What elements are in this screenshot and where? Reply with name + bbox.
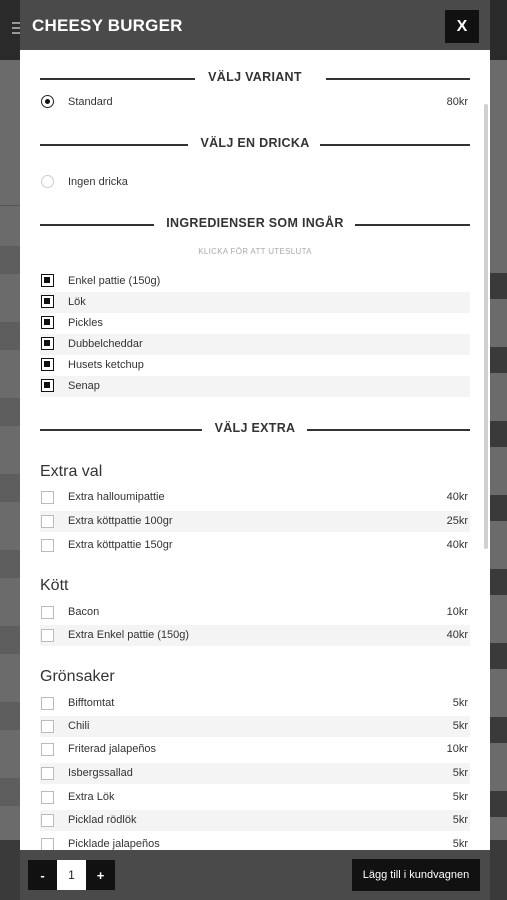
checkbox-checked-icon[interactable]	[41, 337, 54, 350]
background-strip	[0, 246, 20, 274]
extra-item[interactable]	[40, 487, 470, 508]
extra-label: Picklade jalapeños	[68, 838, 160, 850]
background-strip	[490, 643, 507, 669]
extra-item[interactable]	[40, 602, 470, 623]
checkbox-checked-icon[interactable]	[41, 295, 54, 308]
extra-price: 5kr	[452, 791, 468, 803]
product-modal	[20, 0, 490, 900]
extra-price: 5kr	[452, 767, 468, 779]
extra-item[interactable]	[40, 787, 470, 808]
extra-price: 40kr	[446, 629, 468, 641]
checkbox-checked-icon[interactable]	[41, 358, 54, 371]
quantity-decrease-button[interactable]: -	[28, 860, 57, 890]
background-strip	[490, 717, 507, 743]
section-heading-variant	[40, 70, 470, 86]
add-to-cart-button[interactable]: Lägg till i kundvagnen	[352, 859, 480, 891]
drink-label: Ingen dricka	[68, 176, 128, 188]
background-strip	[0, 322, 20, 350]
extra-item[interactable]	[40, 763, 470, 784]
extra-label: Extra köttpattie 150gr	[68, 539, 173, 551]
background-strip	[490, 421, 507, 447]
extra-item[interactable]	[40, 739, 470, 760]
extra-price: 5kr	[452, 720, 468, 732]
background-strip	[0, 778, 20, 806]
checkbox-checked-icon[interactable]	[41, 316, 54, 329]
background-strip	[0, 626, 20, 654]
extra-label: Extra köttpattie 100gr	[68, 515, 173, 527]
modal-scrollbar[interactable]	[484, 104, 488, 549]
extra-price: 10kr	[446, 743, 468, 755]
extra-item[interactable]	[40, 625, 470, 646]
extra-label: Chili	[68, 720, 90, 732]
extra-item[interactable]	[40, 834, 470, 850]
extra-label: Extra halloumipattie	[68, 491, 165, 503]
checkbox-empty-icon[interactable]	[41, 539, 54, 552]
background-strip	[490, 569, 507, 595]
section-heading-label: VÄLJ VARIANT	[208, 70, 302, 84]
extra-item[interactable]	[40, 716, 470, 737]
radio-unselected-icon[interactable]	[41, 175, 54, 188]
extra-price: 5kr	[452, 697, 468, 709]
background-strip	[0, 702, 20, 730]
ingredient-label: Senap	[68, 380, 100, 392]
section-heading-label: INGREDIENSER SOM INGÅR	[166, 216, 344, 230]
background-strip	[0, 550, 20, 578]
extra-price: 40kr	[446, 491, 468, 503]
heading-rule	[355, 224, 470, 226]
ingredient-label: Enkel pattie (150g)	[68, 275, 161, 287]
extra-label: Friterad jalapeños	[68, 743, 157, 755]
extra-item[interactable]	[40, 535, 470, 556]
background-strip	[490, 495, 507, 521]
extra-price: 25kr	[446, 515, 468, 527]
checkbox-checked-icon[interactable]	[41, 274, 54, 287]
ingredient-item[interactable]	[40, 271, 470, 292]
variant-price: 80kr	[446, 96, 468, 108]
variant-label: Standard	[68, 96, 113, 108]
section-heading-label: VÄLJ EXTRA	[214, 421, 296, 435]
drink-option[interactable]	[40, 172, 470, 193]
modal-body[interactable]	[20, 50, 490, 850]
quantity-increase-button[interactable]: +	[86, 860, 115, 890]
background-strip	[490, 347, 507, 373]
checkbox-empty-icon[interactable]	[41, 629, 54, 642]
checkbox-empty-icon[interactable]	[41, 791, 54, 804]
quantity-value[interactable]: 1	[57, 860, 86, 890]
extra-item[interactable]	[40, 810, 470, 831]
ingredient-label: Pickles	[68, 317, 103, 329]
ingredient-label: Husets ketchup	[68, 359, 144, 371]
extra-label: Extra Enkel pattie (150g)	[68, 629, 190, 641]
background-strip	[490, 791, 507, 817]
radio-selected-icon[interactable]	[41, 95, 54, 108]
extra-label: Picklad rödlök	[68, 814, 137, 826]
ingredient-item[interactable]	[40, 292, 470, 313]
variant-option[interactable]	[40, 92, 470, 113]
modal-footer	[20, 850, 490, 900]
checkbox-empty-icon[interactable]	[41, 767, 54, 780]
section-heading-label: VÄLJ EN DRICKA	[200, 136, 310, 150]
extra-label: Bacon	[68, 606, 100, 618]
checkbox-empty-icon[interactable]	[41, 720, 54, 733]
heading-rule	[320, 144, 470, 146]
ingredient-item[interactable]	[40, 334, 470, 355]
modal-title: CHEESY BURGER	[32, 16, 183, 35]
extra-price: 5kr	[452, 838, 468, 850]
checkbox-checked-icon[interactable]	[41, 379, 54, 392]
modal-header	[20, 0, 490, 50]
ingredients-hint: KLICKA FÖR ATT UTESLUTA	[198, 247, 312, 256]
heading-rule	[326, 78, 470, 80]
extras-group-title: Grönsaker	[40, 668, 115, 685]
section-heading-extras	[40, 421, 470, 437]
checkbox-empty-icon[interactable]	[41, 515, 54, 528]
extra-price: 40kr	[446, 539, 468, 551]
extra-price: 5kr	[452, 814, 468, 826]
extra-price: 10kr	[446, 606, 468, 618]
checkbox-empty-icon[interactable]	[41, 606, 54, 619]
checkbox-empty-icon[interactable]	[41, 838, 54, 850]
ingredient-label: Dubbelcheddar	[68, 338, 143, 350]
ingredient-item[interactable]	[40, 376, 470, 397]
background-strip	[0, 474, 20, 502]
extra-label: Extra Lök	[68, 791, 115, 803]
checkbox-empty-icon[interactable]	[41, 697, 54, 710]
background-strip	[0, 398, 20, 426]
heading-rule	[307, 429, 470, 431]
extras-group-title: Kött	[40, 577, 69, 594]
ingredient-item[interactable]	[40, 355, 470, 376]
extras-group-title: Extra val	[40, 463, 103, 480]
section-heading-ingredients	[40, 216, 470, 232]
background-divider	[0, 205, 20, 206]
checkbox-empty-icon[interactable]	[41, 491, 54, 504]
checkbox-empty-icon[interactable]	[41, 743, 54, 756]
extra-label: Isbergssallad	[68, 767, 133, 779]
ingredient-label: Lök	[68, 296, 86, 308]
close-button[interactable]: X	[445, 10, 479, 43]
background-strip	[490, 273, 507, 299]
extra-item[interactable]	[40, 511, 470, 532]
section-heading-drink	[40, 136, 470, 152]
ingredient-item[interactable]	[40, 313, 470, 334]
checkbox-empty-icon[interactable]	[41, 814, 54, 827]
extra-label: Bifftomtat	[68, 697, 115, 709]
extra-item[interactable]	[40, 693, 470, 714]
